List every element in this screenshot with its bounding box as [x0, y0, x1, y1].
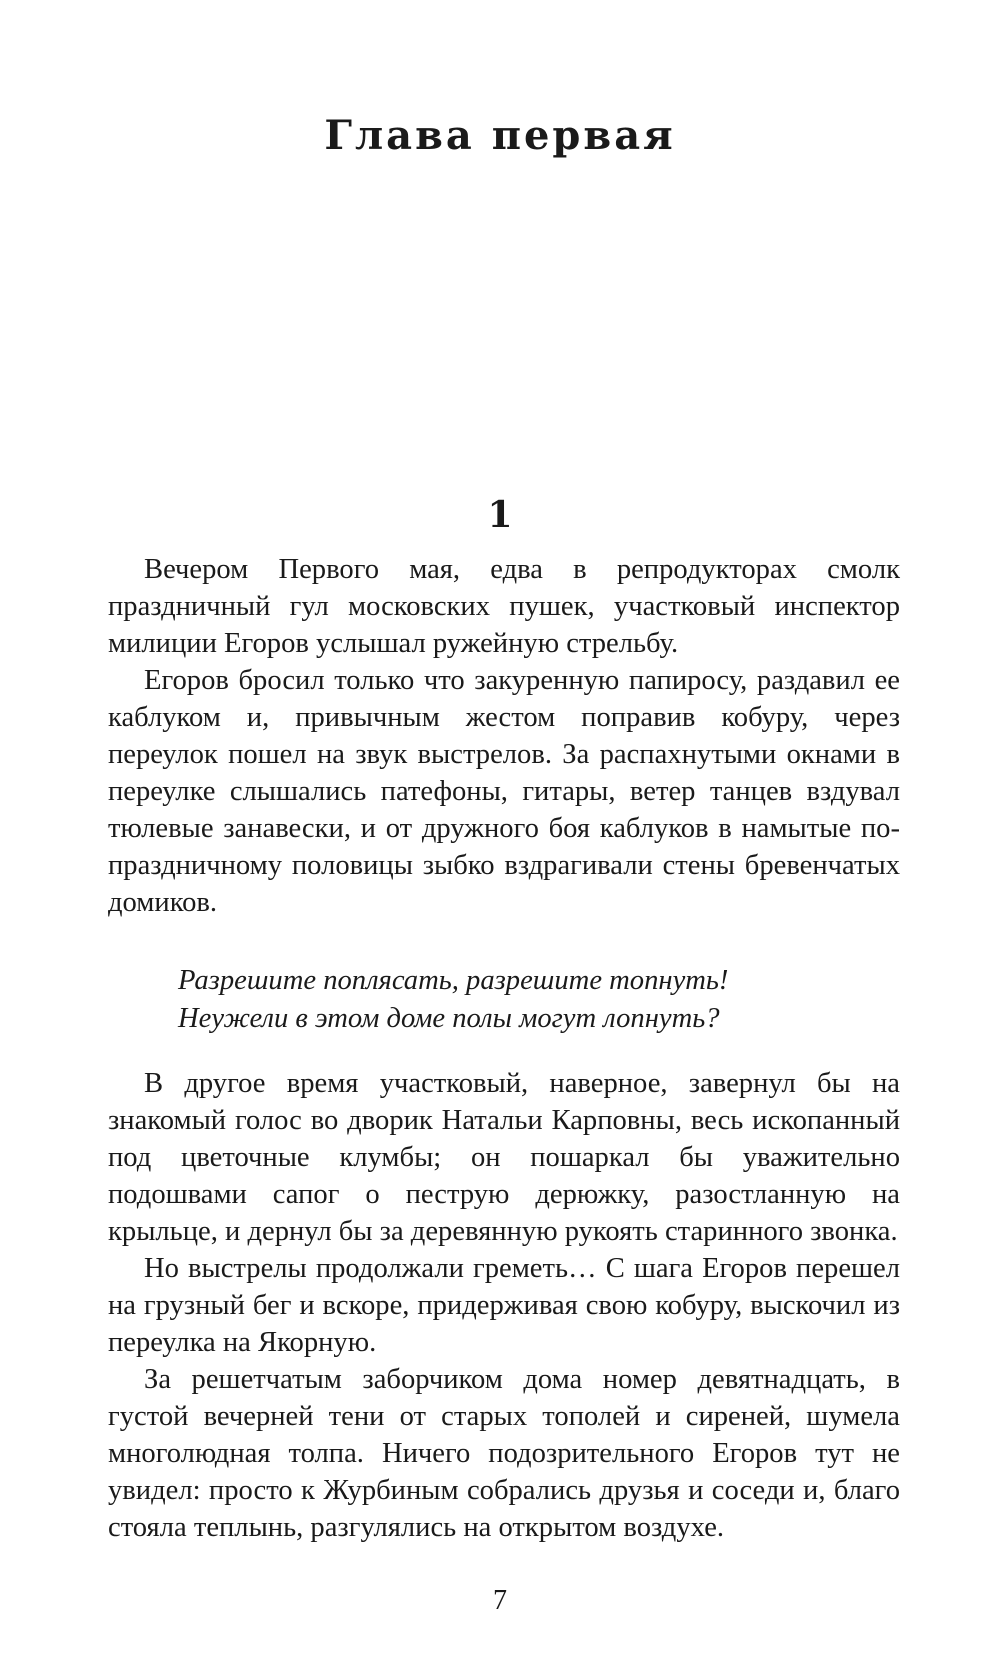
section-number: 1 [487, 494, 513, 536]
verse-quote [178, 962, 878, 1038]
verse-line: Неужели в этом доме полы могут лопнуть? [178, 1003, 720, 1034]
paragraph: Вечером Первого мая, едва в репродукторах смолк праздничный гул московских пушек, участковый инспектор милиции Егоров услышал ружейную стрельбу. [108, 554, 900, 659]
paragraph: За решетчатым заборчиком дома номер девятнадцать, в густой вечерней тени от старых тополей и сиреней, шумела многолюдная толпа. Ничего подозрительного Егоров тут не увидел: просто к Журбиным собрались друзья и соседи и, благо стояла теплынь, разгулялись на открытом воздухе. [108, 1364, 900, 1543]
paragraph: В другое время участковый, наверное, завернул бы на знакомый голос во дворик Натальи Карповны, весь ископанный под цветочные клумбы; он пошаркал бы уважительно подошвами сапог о пеструю дерюжку, разостланную на крыльце, и дернул бы за деревянную рукоять старинного звонка. [108, 1068, 900, 1247]
body-text-top [108, 551, 900, 921]
chapter-title: Глава первая [324, 112, 676, 159]
paragraph: Егоров бросил только что закуренную папиросу, раздавил ее каблуком и, привычным жестом поправив кобуру, через переулок пошел на звук выстрелов. За распахнутыми окнами в переулке слышались патефоны, гитары, ветер танцев вздувал тюлевые занавески, и от дружного боя каблуков в намытые по-праздничному половицы зыбко вздрагивали стены бревенчатых домиков. [108, 665, 900, 918]
verse-line: Разрешите поплясать, разрешите топнуть! [178, 965, 729, 996]
paragraph: Но выстрелы продолжали греметь… С шага Егоров перешел на грузный бег и вскоре, придерживая свою кобуру, выскочил из переулка на Якорную. [108, 1253, 900, 1358]
body-text-bottom [108, 1065, 900, 1546]
page-number: 7 [493, 1585, 507, 1616]
